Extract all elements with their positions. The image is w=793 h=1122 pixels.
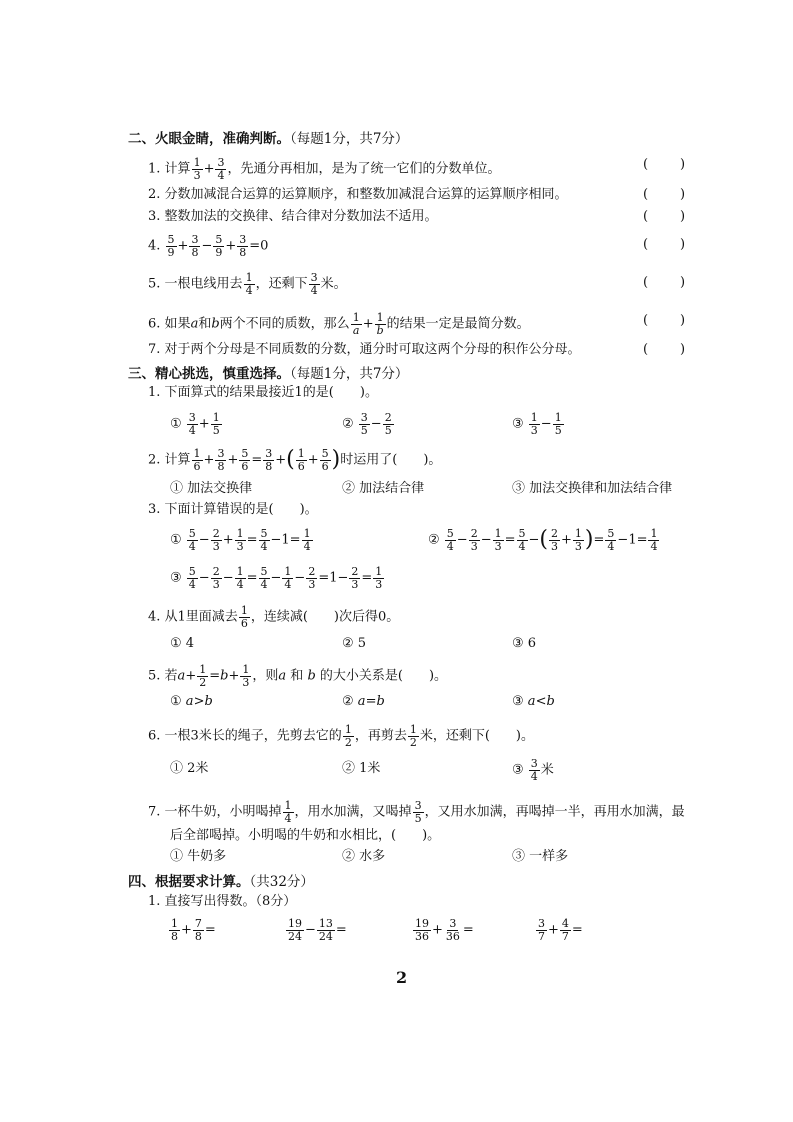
q5-option-1[interactable]: ① a>b	[170, 694, 213, 709]
q6-option-2[interactable]: ② 1米	[342, 761, 381, 776]
q5-option-2[interactable]: ② a=b	[342, 694, 385, 709]
q4-option-2[interactable]: ② 5	[342, 636, 367, 651]
q1-option-3[interactable]: ③ $\frac{1}{3}$ − $\frac{1}{5}$	[512, 411, 562, 437]
q7-text-line-1: 7. 一杯牛奶，小明喝掉 $\frac{1}{4}$ ，用水加满，又喝掉 $\frac{3}{5}$ ，又用水加满，再喝掉一半，再用水加满，最	[148, 799, 685, 825]
q4-text: 4. 从1里面减去 $\frac{1}{6}$ ，连续减( )次后得0。	[148, 604, 400, 630]
answer-paren-open[interactable]: (	[643, 313, 649, 328]
q3-text: 3. 下面计算错误的是( )。	[148, 502, 318, 517]
q1-text: 1. 下面算式的结果最接近1的是( )。	[148, 385, 378, 400]
s2-item-4: 4. $\frac{5}{9}$ + $\frac{3}{8}$ − $\frac{5}{9}$ + $\frac{3}{8}$ =0	[148, 233, 269, 259]
q7-option-3[interactable]: ③ 一样多	[512, 849, 569, 864]
q2-option-3[interactable]: ③ 加法交换律和加法结合律	[512, 481, 673, 496]
calc-1: $\frac{1}{8}$ + $\frac{7}{8}$ =	[171, 917, 216, 943]
answer-paren-close: )	[680, 237, 686, 252]
s2-item-6: 6. 如果a和b两个不同的质数，那么 $\frac{1}{a}$ + $\frac{1}{b}$ 的结果一定是最简分数。	[148, 311, 530, 337]
s2-item-7: 7. 对于两个分母是不同质数的分数，通分时可取这两个分母的积作公分母。	[148, 342, 581, 357]
answer-paren-open[interactable]: (	[643, 342, 649, 357]
answer-paren-open[interactable]: (	[643, 237, 649, 252]
q7-option-2[interactable]: ② 水多	[342, 849, 386, 864]
q6-text: 6. 一根3米长的绳子，先剪去它的 $\frac{1}{2}$ ，再剪去 $\frac{1}{2}$ 米，还剩下( )。	[148, 723, 534, 749]
s2-item-2: 2. 分数加减混合运算的运算顺序，和整数加减混合运算的运算顺序相同。	[148, 187, 568, 202]
q6-option-1[interactable]: ① 2米	[170, 761, 209, 776]
q3-option-2[interactable]: ② $\frac{5}{4}$ − $\frac{2}{3}$ − $\frac{1}{3}$ = $\frac{5}{4}$ −( $\frac{2}{3}$ + $\frac{1}{3}$ )= $\frac{5}{4}$ −1= $\frac{1}{4}$	[428, 527, 658, 553]
calc-2: $\frac{19}{24}$ − $\frac{13}{24}$ =	[288, 917, 347, 943]
q4-option-1[interactable]: ① 4	[170, 636, 195, 651]
q2-option-1[interactable]: ① 加法交换律	[170, 481, 253, 496]
page-number: 2	[396, 968, 408, 987]
q2-option-2[interactable]: ② 加法结合律	[342, 481, 425, 496]
q4-option-3[interactable]: ③ 6	[512, 636, 537, 651]
q5-text: 5. 若a+ $\frac{1}{2}$ =b+ $\frac{1}{3}$ ，则a 和 b 的大小关系是( )。	[148, 663, 448, 689]
answer-paren-open[interactable]: (	[643, 187, 649, 202]
q3-option-1[interactable]: ① $\frac{5}{4}$ − $\frac{2}{3}$ + $\frac{1}{3}$ = $\frac{5}{4}$ −1= $\frac{1}{4}$	[170, 527, 311, 553]
section-4-heading: 四、根据要求计算。（共32分）	[128, 874, 314, 890]
q7-text-line-2: 后全部喝掉。小明喝的牛奶和水相比，( )。	[170, 828, 441, 843]
q1-option-1[interactable]: ① $\frac{3}{4}$ + $\frac{1}{5}$	[170, 411, 220, 437]
calc-4: $\frac{3}{7}$ + $\frac{4}{7}$ =	[538, 917, 583, 943]
q2-text: 2. 计算 $\frac{1}{6}$ + $\frac{3}{8}$ + $\frac{5}{6}$ = $\frac{3}{8}$ +( $\frac{1}{6}$ + $\frac{5}{6}$ )时运用了( )。	[148, 447, 442, 473]
answer-paren-open[interactable]: (	[643, 209, 649, 224]
answer-paren-open[interactable]: (	[643, 157, 649, 172]
q6-option-3[interactable]: ③ $\frac{3}{4}$ 米	[512, 757, 554, 783]
answer-paren-close: )	[680, 342, 686, 357]
s2-item-1: 1. 计算 $\frac{1}{3}$ + $\frac{3}{4}$ ，先通分再相加，是为了统一它们的分数单位。	[148, 156, 501, 182]
answer-paren-close: )	[680, 187, 686, 202]
section-2-heading: 二、火眼金睛，准确判断。（每题1分，共7分）	[128, 131, 409, 147]
section-3-heading: 三、精心挑选，慎重选择。（每题1分，共7分）	[128, 366, 409, 382]
s2-item-3: 3. 整数加法的交换律、结合律对分数加法不适用。	[148, 209, 438, 224]
answer-paren-open[interactable]: (	[643, 275, 649, 290]
q1-option-2[interactable]: ② $\frac{3}{5}$ − $\frac{2}{5}$	[342, 411, 392, 437]
answer-paren-close: )	[680, 313, 686, 328]
s4-q1-text: 1. 直接写出得数。（8分）	[148, 894, 297, 909]
q5-option-3[interactable]: ③ a<b	[512, 694, 555, 709]
q7-option-1[interactable]: ① 牛奶多	[170, 849, 227, 864]
answer-paren-close: )	[680, 209, 686, 224]
q3-option-3[interactable]: ③ $\frac{5}{4}$ − $\frac{2}{3}$ − $\frac{1}{4}$ = $\frac{5}{4}$ − $\frac{1}{4}$ − $\frac{2}{3}$ =1− $\frac{2}{3}$ = $\frac{1}{3}$	[170, 565, 383, 591]
s2-item-5: 5. 一根电线用去 $\frac{1}{4}$ ，还剩下 $\frac{3}{4}$ 米。	[148, 271, 347, 297]
answer-paren-close: )	[680, 275, 686, 290]
calc-3: $\frac{19}{36}$ + $\frac{3}{36}$ =	[415, 917, 474, 943]
answer-paren-close: )	[680, 157, 686, 172]
